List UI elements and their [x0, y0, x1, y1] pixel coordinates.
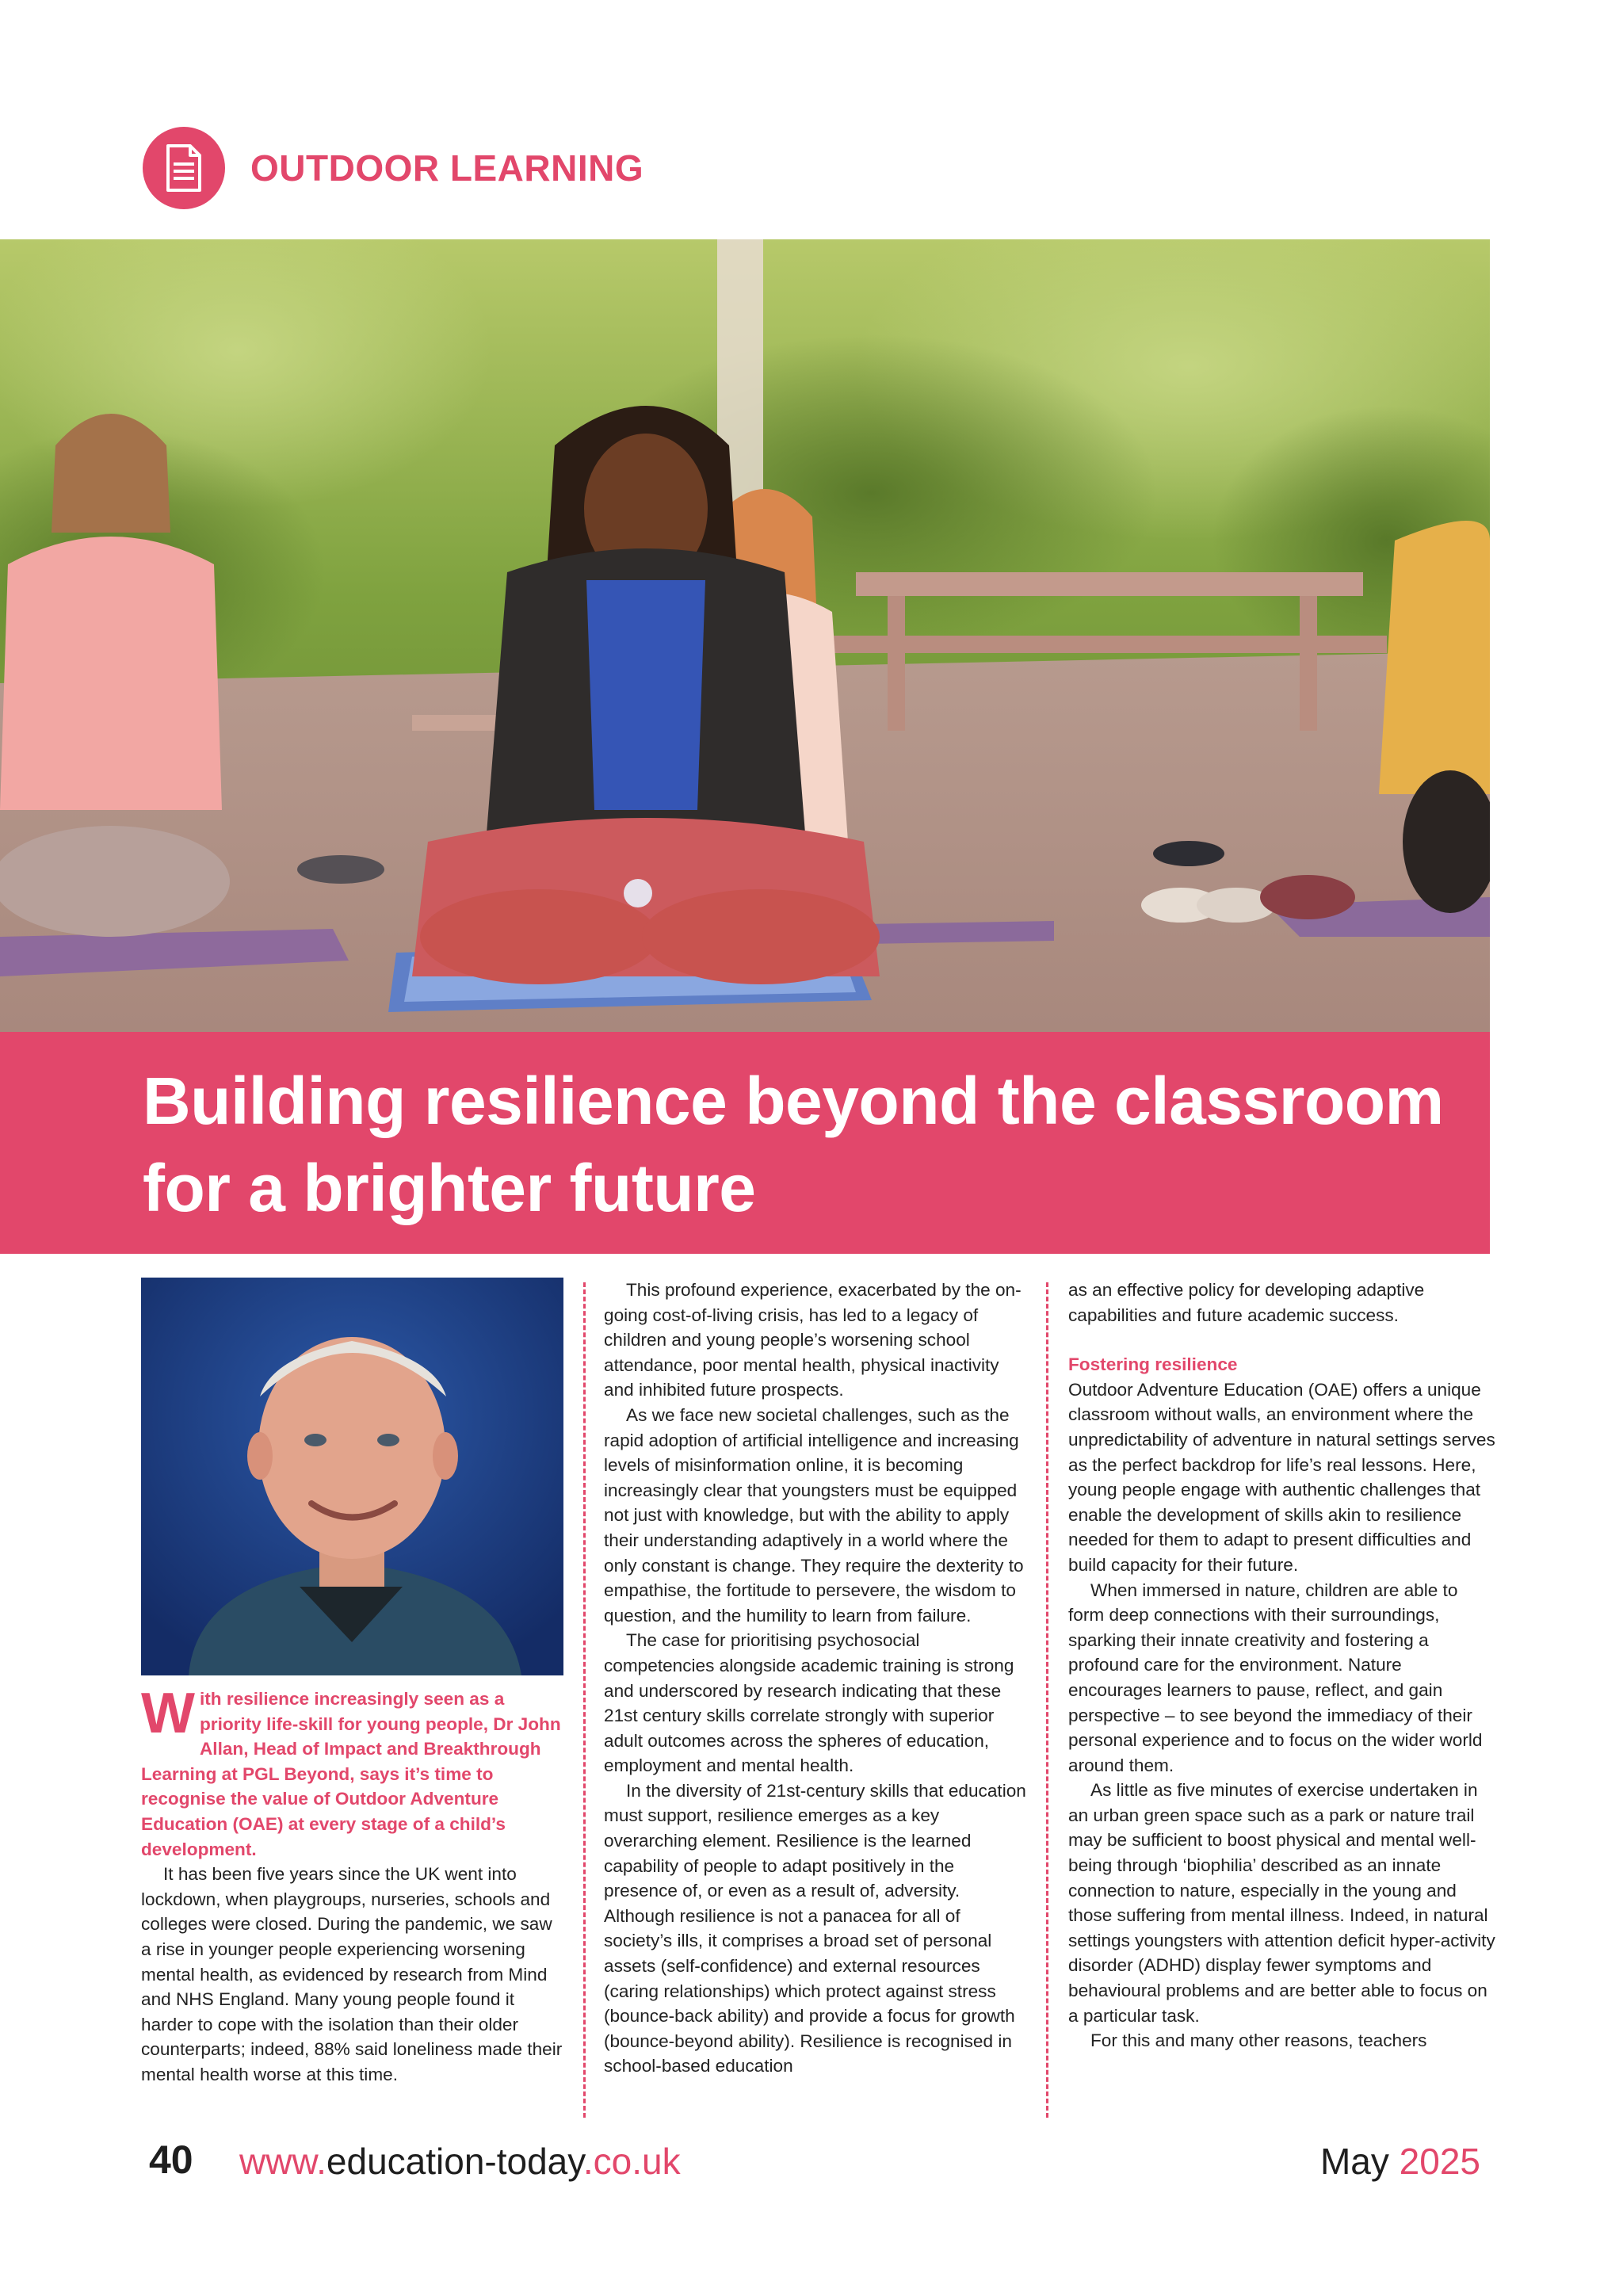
section-header	[143, 127, 643, 209]
standfirst-text: ith resilience increasingly seen as a priority life-skill for young people, Dr John Allan, Head of Impact and Breakthrough Learning at PGL Beyond, says it’s time to recognise the value of Outdoor Adventure Education (OAE) at every stage of a child’s development.	[141, 1689, 561, 1859]
url-domain: education-today	[326, 2141, 583, 2182]
section-label: OUTDOOR LEARNING	[250, 147, 644, 189]
website-url	[239, 2140, 681, 2183]
paragraph: This profound experience, exacerbated by the on-going cost-of-living crisis, has led to a legacy of children and young people’s worsening school attendance, poor mental health, physical inactivity and inhibited future prospects.	[604, 1280, 1022, 1400]
paragraph: Outdoor Adventure Education (OAE) offers a unique classroom without walls, an environment where the unpredictability of adventure in natural settings serves as the perfect backdrop for life’s real lessons. Here, young people engage with authentic challenges that enable the development of skills akin to resilience needed for them to adapt to present difficulties and build capacity for their future.	[1068, 1379, 1495, 1575]
paragraph: as an effective policy for developing adaptive capabilities and future academic success.	[1068, 1280, 1425, 1325]
headline: Building resilience beyond the classroom for a brighter future	[143, 1064, 1444, 1225]
issue-year: 2025	[1399, 2141, 1480, 2182]
page-number: 40	[149, 2137, 193, 2182]
issue-month: May	[1319, 2141, 1389, 2182]
paragraph: As we face new societal challenges, such as the rapid adoption of artificial intelligence and increasing levels of misinformation online, it is becoming increasingly clear that youngsters must be equipped not just with knowledge, but with the ability to apply their understanding adaptively in a world where the only constant is change. They require the dexterity to empathise, the fortitude to persevere, the wisdom to question, and the humility to learn from failure.	[604, 1404, 1024, 1626]
url-suffix: .co.uk	[582, 2141, 681, 2182]
article-column-2	[604, 1278, 1032, 2079]
subheading: Fostering resilience	[1068, 1354, 1238, 1375]
column-divider	[1046, 1282, 1048, 2118]
drop-cap: W	[141, 1682, 195, 1745]
url-prefix: www.	[239, 2141, 327, 2182]
paragraph: It has been five years since the UK went into lockdown, when playgroups, nurseries, schools and colleges were closed. During the pandemic, we saw a rise in younger people experiencing worsening mental health, as evidenced by research from Mind and NHS England. Many young people found it harder to cope with the isolation than their older counterparts; indeed, 88% said loneliness made their mental health worse at this time.	[141, 1864, 563, 2084]
column-divider	[583, 1282, 586, 2118]
article-column-3	[1068, 1278, 1496, 2053]
article-column-1	[141, 1682, 563, 2088]
author-portrait	[141, 1278, 563, 1675]
paragraph: For this and many other reasons, teachers	[1090, 2030, 1427, 2051]
paragraph: When immersed in nature, children are able to form deep connections with their surroundings, sparking their innate creativity and fostering a profound care for the environment. Nature encourages learners to pause, reflect, and gain perspective – to see beyond the immediacy of their personal experience and to focus on the wider world around them.	[1068, 1580, 1483, 1775]
standfirst	[141, 1682, 563, 1862]
document-icon	[143, 127, 225, 209]
paragraph: In the diversity of 21st-century skills that education must support, resilience emerges as a key overarching element. Resilience is the learned capability of people to adapt positively in the presence of, or even as a result of, adversity. Although resilience is not a panacea for all of society’s ills, it comprises a broad set of personal assets (self-confidence) and external resources (caring relationships) which protect against stress (bounce-back ability) and provide a focus for growth (bounce-beyond ability). Resilience is recognised in school-based education	[604, 1780, 1026, 2076]
hero-photo	[0, 239, 1490, 1032]
paragraph: As little as five minutes of exercise undertaken in an urban green space such as a park or nature trail may be sufficient to boost physical and mental well-being through ‘biophilia’ described as an innate connection to nature, especially in the young and those suffering from mental illness. Indeed, in natural settings youngsters with attention deficit hyper-activity disorder (ADHD) display fewer symptoms and behavioural problems and are better able to focus on a particular task.	[1068, 1780, 1495, 2026]
issue-date	[1320, 2140, 1480, 2183]
paragraph: The case for prioritising psychosocial competencies alongside academic training is strong and underscored by research indicating that these 21st century skills correlate strongly with superior adult outcomes across the spheres of education, employment and mental health.	[604, 1630, 1014, 1776]
